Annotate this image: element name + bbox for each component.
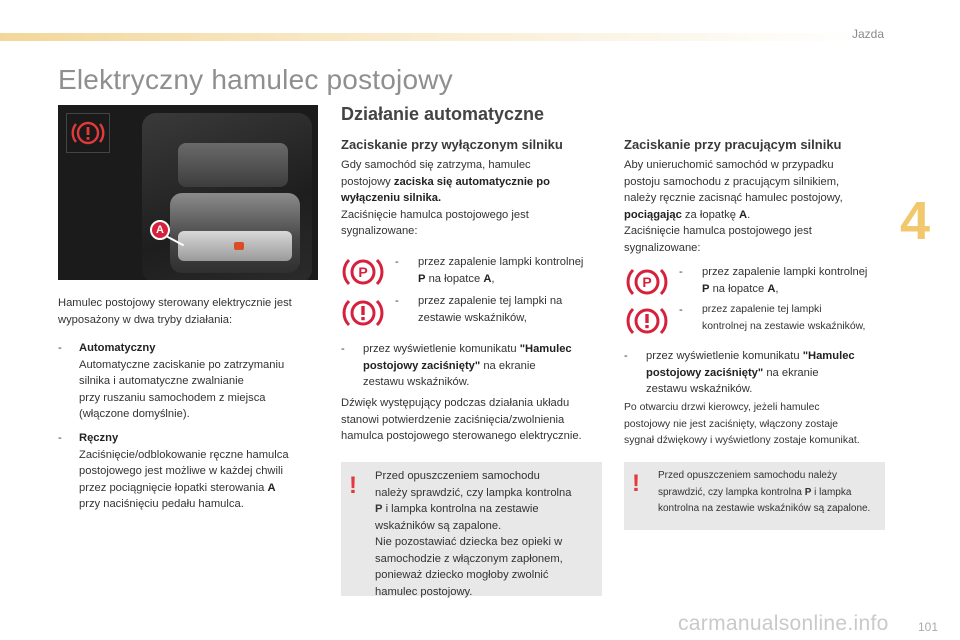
mode-automatic: Automatyczny Automatyczne zaciskanie po zatrzymaniu silnika i automatyczne zwalnianie przy ruszaniu samochodem z miejsca (włączone domyślnie). bbox=[79, 342, 285, 420]
dash-mark: - bbox=[624, 350, 628, 362]
warning-exclamation-icon bbox=[342, 296, 384, 330]
warning-exclamation-icon bbox=[626, 304, 668, 338]
dash-mark: - bbox=[395, 256, 399, 268]
chapter-number: 4 bbox=[900, 191, 931, 251]
warning-box-right bbox=[624, 462, 885, 530]
item-message-right: przez wyświetlenie komunikatu "Hamulec postojowy zaciśnięty" na ekranie zestawu wskaźników. bbox=[646, 350, 855, 395]
lever-led bbox=[234, 242, 244, 250]
dash-mark: - bbox=[58, 432, 62, 444]
warning-text-right: Przed opuszczeniem samochodu należy sprawdzić, czy lampka kontrolna P i lampka kontrolna na zestawie wskaźników są zapalone. bbox=[658, 470, 871, 514]
page-number: 101 bbox=[917, 620, 938, 634]
parking-brake-photo bbox=[58, 105, 318, 280]
warning-mark-icon: ! bbox=[349, 472, 357, 499]
dash-mark: - bbox=[679, 304, 683, 316]
header-accent-bar bbox=[0, 33, 960, 41]
engine-running-paragraph: Aby unieruchomić samochód w przypadku postoju samochodu z pracującym silnikiem, należy ręcznie zacisnąć hamulec postojowy, pociągając za łopatkę A. Zaciśnięcie hamulca postojowego jest sygnalizowane: bbox=[624, 159, 843, 254]
subheading-engine-off: Zaciskanie przy wyłączonym silniku bbox=[341, 137, 563, 152]
engine-off-paragraph: Gdy samochód się zatrzyma, hamulec postojowy zaciska się automatycznie po wyłączeniu silnika. Zaciśnięcie hamulca postojowego jest sygnalizowane: bbox=[341, 159, 550, 237]
item-cluster-lamp: przez zapalenie tej lampki na zestawie wskaźników, bbox=[418, 295, 563, 324]
watermark: carmanualsonline.info bbox=[678, 612, 889, 635]
item-lever-lamp-right: przez zapalenie lampki kontrolnej P na łopatce A, bbox=[702, 266, 868, 295]
parking-brake-warning-icon bbox=[66, 113, 110, 153]
sound-paragraph: Dźwięk występujący podczas działania układu stanowi potwierdzenie zaciśnięcia/zwolnienia hamulca postojowego sterowanego elektrycznie. bbox=[341, 397, 582, 442]
mode-manual: Ręczny Zaciśnięcie/odblokowanie ręczne hamulca postojowego jest możliwe w każdej chwili przez pociągnięcie łopatki sterowania A przy naciśnięciu pedału hamulca. bbox=[79, 432, 289, 510]
item-cluster-lamp-right: przez zapalenie tej lampki kontrolnej na zestawie wskaźników, bbox=[702, 304, 866, 332]
page-title: Elektryczny hamulec postojowy bbox=[58, 64, 453, 95]
section-label: Jazda bbox=[851, 27, 884, 41]
dash-mark: - bbox=[341, 343, 345, 355]
warning-box-left bbox=[341, 462, 602, 596]
svg-text:P: P bbox=[358, 264, 368, 280]
parking-brake-p-icon bbox=[342, 255, 384, 289]
svg-text:P: P bbox=[642, 274, 652, 290]
marker-a-badge: A bbox=[150, 220, 170, 240]
item-message: przez wyświetlenie komunikatu "Hamulec postojowy zaciśnięty" na ekranie zestawu wskaźników. bbox=[363, 343, 572, 388]
subheading-engine-running: Zaciskanie przy pracującym silniku bbox=[624, 137, 842, 152]
warning-text: Przed opuszczeniem samochodu należy sprawdzić, czy lampka kontrolna P i lampka kontrolna na zestawie wskaźników są zapalone. Nie pozostawiać dziecka bez opieki w samochodzie z włączonym zapłonem, ponieważ dziecko mogłoby zwolnić hamulec postojowy. bbox=[375, 470, 572, 598]
warning-mark-icon: ! bbox=[632, 470, 640, 497]
item-lever-lamp: przez zapalenie lampki kontrolnej P na łopatce A, bbox=[418, 256, 584, 285]
dash-mark: - bbox=[395, 295, 399, 307]
dash-mark: - bbox=[679, 266, 683, 278]
intro-paragraph: Hamulec postojowy sterowany elektrycznie jest wyposażony w dwa tryby działania: bbox=[58, 297, 292, 326]
section-heading: Działanie automatyczne bbox=[341, 104, 545, 124]
dash-mark: - bbox=[58, 342, 62, 354]
switch-top bbox=[178, 143, 288, 187]
door-open-paragraph: Po otwarciu drzwi kierowcy, jeżeli hamulec postojowy nie jest zaciśnięty, włączony zostaje sygnał dźwiękowy i wyświetlony zostaje komunikat. bbox=[624, 402, 860, 446]
parking-brake-p-icon bbox=[626, 265, 668, 299]
